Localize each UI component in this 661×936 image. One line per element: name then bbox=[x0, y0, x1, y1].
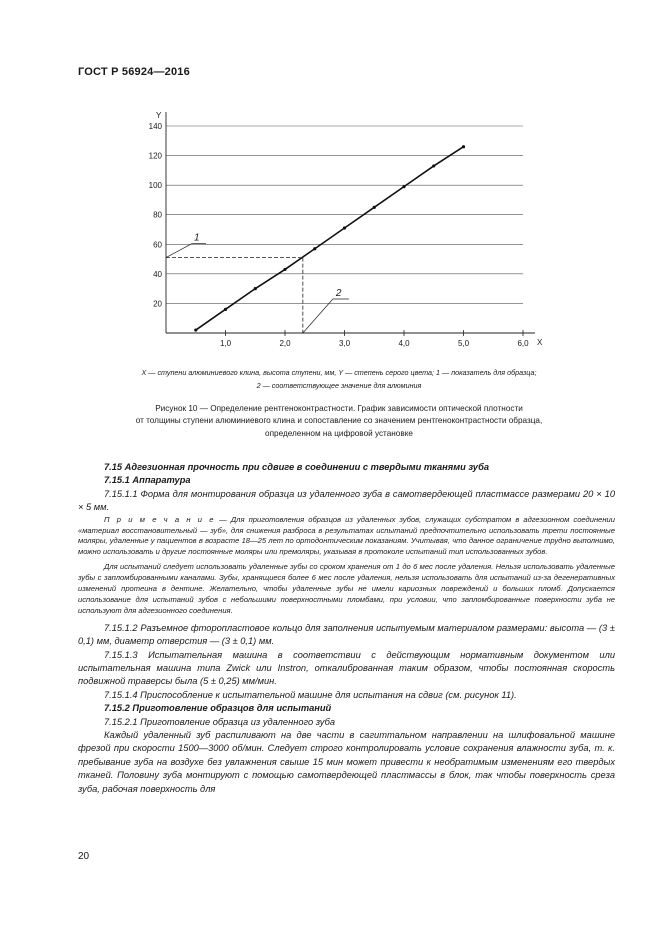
y-tick-label: 20 bbox=[153, 299, 162, 309]
legend-line-1: X — ступени алюминиевого клина, высота ступени, мм, Y — степень серого цвета; 1 — показатель для образца; bbox=[141, 368, 537, 377]
section-7-15-2-heading: 7.15.2 Приготовление образцов для испытаний bbox=[104, 703, 332, 714]
x-tick-label: 5,0 bbox=[457, 339, 470, 348]
paragraph-7-15-1-3: 7.15.1.3 Испытательная машина в соответствии с действующим нормативным документом или испытательная машина типа Zwick или Instron, откалиброванная таким образом, чтобы постоянная скорость подвижной траверсы была (5 ± 0,25) мм/мин. bbox=[78, 649, 615, 687]
x-tick-label: 1,0 bbox=[219, 339, 232, 348]
leader-line-1 bbox=[166, 244, 192, 258]
y-tick-label: 140 bbox=[148, 122, 162, 131]
caption-line-3: определенном на цифровой установке bbox=[265, 428, 413, 438]
annotation-label-2: 2 bbox=[335, 288, 342, 299]
note-paragraph bbox=[78, 515, 615, 559]
paragraph-7-15-1-1: 7.15.1.1 Форма для монтирования образца из удаленного зуба в самотвердеющей пластмассе размерами 20 × 10 × 5 мм. bbox=[78, 488, 615, 513]
note-paragraph-2: Для испытаний следует использовать удаленные зубы со сроком хранения от 1 до 6 мес после удаления. Нельзя использовать удаленные зубы с запломбированными каналами. Зубы, хранящиеся более 6 мес после удаления, нельзя использовать для испытаний из-за дегенеративных изменений протеина в дентине. Желательно, чтобы удаленные зубы не имели кариозных повреждений и больших пломб. Допускается использование для испытаний зубов с небольшими поверхностными пломбами, при условии, что запломбированные поверхности зуба не используют для адгезионного соединения. bbox=[78, 562, 615, 615]
figure-10-chart bbox=[130, 96, 550, 352]
x-tick-label: 6,0 bbox=[517, 339, 529, 348]
note-label: П р и м е ч а н и е bbox=[104, 514, 216, 524]
data-point bbox=[224, 308, 227, 311]
caption-line-1: Рисунок 10 — Определение рентгеноконтрастности. График зависимости оптической плотности bbox=[155, 404, 523, 413]
leader-line-2 bbox=[303, 299, 333, 333]
section-7-15-1-heading: 7.15.1 Аппаратура bbox=[104, 475, 191, 486]
y-tick-label: 60 bbox=[153, 240, 162, 250]
page-number: 20 bbox=[78, 851, 90, 862]
data-point bbox=[194, 328, 197, 331]
y-axis-label: Y bbox=[156, 111, 162, 120]
standard-header: ГОСТ Р 56924—2016 bbox=[78, 66, 190, 78]
paragraph-final: Каждый удаленный зуб распиливают на две части в сагиттальном направлении на шлифовальной машине фрезой при скорости 1500—3000 об/мин. Следует строго контролировать условие сохранения влажности зуба, т. к. пребывание зуба на воздухе без увлажнения свыше 15 мин может привести к необратимым изменениям его твердых тканей. Половину зуба монтируют с помощью самотвердеющей пластмассы в блок, так чтобы поверхность среза зуба, рабочая поверхность для bbox=[78, 730, 615, 794]
data-point bbox=[402, 185, 405, 188]
x-tick-label: 2,0 bbox=[279, 339, 291, 348]
x-axis-label: X bbox=[537, 338, 543, 347]
annotation-label-1: 1 bbox=[194, 232, 200, 244]
x-tick-label: 4,0 bbox=[398, 339, 410, 348]
section-7-15-heading: 7.15 Адгезионная прочность при сдвиге в соединении с твердыми тканями зуба bbox=[104, 462, 490, 472]
y-tick-label: 120 bbox=[148, 151, 162, 161]
x-tick-label: 3,0 bbox=[338, 339, 351, 348]
paragraph-7-15-1-2: 7.15.1.2 Разъемное фторопластовое кольцо для заполнения испытуемым материалом размерами: высота — (3 ± 0,1) мм, диаметр отверстия — (3 ± 0,1) мм. bbox=[78, 622, 615, 647]
data-point bbox=[313, 247, 316, 250]
y-tick-label: 100 bbox=[148, 181, 162, 191]
data-point bbox=[283, 268, 286, 271]
paragraph-7-15-2-1: 7.15.2.1 Приготовление образца из удаленного зуба bbox=[104, 716, 335, 727]
y-tick-label: 40 bbox=[153, 269, 162, 279]
y-tick-label: 80 bbox=[153, 210, 162, 220]
data-point bbox=[432, 164, 435, 167]
note-text: — Для приготовления образцов из удаленных зубов, служащих субстратом в адгезионном соединении «материал восстановительный — зуб», для снижения разброса в результатах испытаний предпочтительно использовать трети постоянные моляры, удаленные у пациентов в возрасте 18—25 лет по ортодонтическим показаниям. Учитывая, что данное ограничение трудно выполнимо, можно использовать и другие постоянные моляры или премоляры, указывая в протоколе испытаний тип использованных зубов. bbox=[78, 514, 615, 557]
body-text bbox=[78, 461, 615, 796]
data-point bbox=[254, 287, 257, 290]
figure-caption bbox=[78, 403, 600, 440]
legend-line-2: 2 — соответствующее значение для алюминия bbox=[256, 381, 422, 390]
data-point bbox=[373, 206, 376, 209]
figure-legend bbox=[78, 366, 600, 392]
data-point bbox=[462, 145, 465, 148]
data-point bbox=[343, 226, 346, 229]
caption-line-2: от толщины ступени алюминиевого клина и сопоставление со значением рентгеноконтрастности образца, bbox=[135, 416, 543, 426]
paragraph-7-15-1-4: 7.15.1.4 Приспособление к испытательной машине для испытания на сдвиг (см. рисунок 11). bbox=[104, 689, 517, 700]
